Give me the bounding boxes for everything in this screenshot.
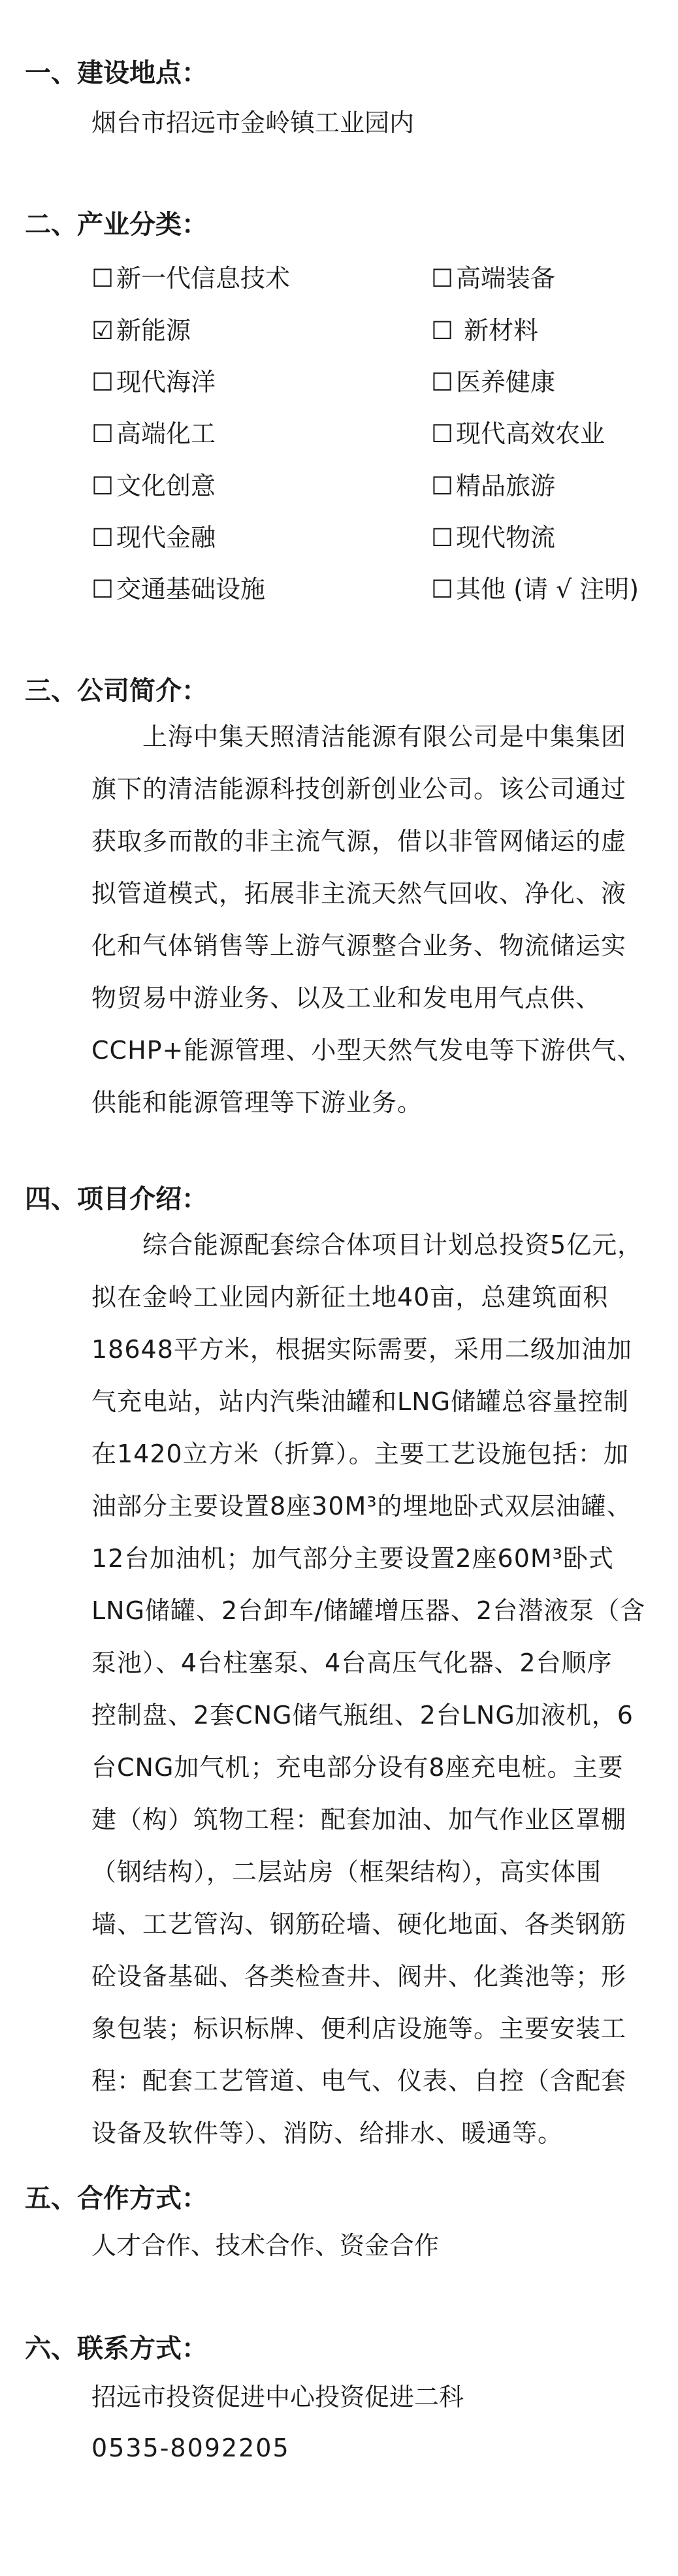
section-title-contact: 六、联系方式：: [25, 2334, 208, 2364]
category-item[interactable]: [431, 312, 538, 349]
checkbox-icon[interactable]: ☐: [91, 575, 114, 604]
paragraph-line: 18648平方米，根据实际需要，采用二级加油加: [91, 1335, 632, 1364]
paragraph-line: 供能和能源管理等下游业务。: [91, 1088, 423, 1117]
checkbox-icon[interactable]: ☐: [431, 316, 454, 345]
paragraph-line: 在1420立方米（折算）。主要工艺设施包括：加: [91, 1440, 629, 1468]
paragraph-line: （钢结构），二层站房（框架结构），高实体围: [91, 1858, 602, 1886]
checkbox-icon[interactable]: ☐: [91, 264, 114, 293]
paragraph-line: 综合能源配套综合体项目计划总投资5亿元，: [142, 1231, 643, 1259]
paragraph-line: 化和气体销售等上游气源整合业务、物流储运实: [91, 931, 627, 960]
checkbox-icon[interactable]: ☐: [431, 419, 454, 448]
paragraph-line: 旗下的清洁能源科技创新创业公司。该公司通过: [91, 775, 627, 803]
checkbox-icon[interactable]: ☐: [91, 523, 114, 552]
paragraph-line: 台CNG加气机；充电部分设有8座充电桩。主要: [91, 1753, 624, 1782]
category-label: 交通基础设施: [116, 575, 266, 604]
checkbox-icon[interactable]: ☐: [431, 575, 454, 604]
category-label: 新能源: [116, 316, 191, 345]
category-item[interactable]: [431, 468, 555, 504]
category-item[interactable]: [91, 312, 191, 349]
checkbox-icon[interactable]: ☐: [431, 472, 454, 500]
category-item[interactable]: [431, 571, 639, 607]
paragraph-line: 拟在金岭工业园内新征土地40亩，总建筑面积: [91, 1283, 609, 1312]
category-item[interactable]: [91, 519, 216, 556]
contact-phone[interactable]: 0535-8092205: [91, 2434, 290, 2462]
section-title-industry: 二、产业分类：: [25, 210, 208, 240]
paragraph-line: 获取多而散的非主流气源，借以非管网储运的虚: [91, 827, 627, 856]
paragraph-line: 程：配套工艺管道、电气、仪表、自控（含配套: [91, 2067, 627, 2095]
location-value: 烟台市招远市金岭镇工业园内: [91, 108, 415, 137]
category-label: 高端化工: [116, 419, 216, 448]
cooperation-value: 人才合作、技术合作、资金合作: [91, 2231, 440, 2260]
paragraph-line: 12台加油机；加气部分主要设置2座60M³卧式: [91, 1544, 614, 1573]
category-label: 精品旅游: [456, 472, 556, 500]
checkbox-checked-icon[interactable]: ☑: [91, 316, 114, 345]
paragraph-line: 物贸易中游业务、以及工业和发电用气点供、: [91, 984, 602, 1012]
checkbox-icon[interactable]: ☐: [431, 523, 454, 552]
category-label: 高端装备: [456, 264, 556, 293]
category-label: 医养健康: [456, 368, 556, 396]
paragraph-line: 象包装；标识标牌、便利店设施等。主要安装工: [91, 2014, 627, 2043]
paragraph-line: CCHP+能源管理、小型天然气发电等下游供气、: [91, 1036, 643, 1065]
checkbox-icon[interactable]: ☐: [91, 419, 114, 448]
paragraph-line: 砼设备基础、各类检查井、阀井、化粪池等；形: [91, 1962, 627, 1991]
checkbox-icon[interactable]: ☐: [91, 368, 114, 396]
paragraph-line: 上海中集天照清洁能源有限公司是中集集团: [142, 722, 627, 751]
paragraph-line: 设备及软件等）、消防、给排水、暖通等。: [91, 2119, 564, 2148]
checkbox-icon[interactable]: ☐: [91, 472, 114, 500]
paragraph-line: 控制盘、2套CNG储气瓶组、2台LNG加液机，6: [91, 1701, 634, 1730]
category-label: 新一代信息技术: [116, 264, 291, 293]
category-item[interactable]: [431, 364, 555, 400]
company-description: [91, 711, 663, 1129]
contact-organization: 招远市投资促进中心投资促进二科: [91, 2383, 464, 2411]
category-item[interactable]: [91, 364, 216, 400]
category-item[interactable]: [431, 519, 555, 556]
section-title-cooperation: 五、合作方式：: [25, 2183, 208, 2214]
paragraph-line: 建（构）筑物工程：配套加油、加气作业区罩棚: [91, 1805, 627, 1834]
checkbox-icon[interactable]: ☐: [431, 264, 454, 293]
paragraph-line: 拟管道模式，拓展非主流天然气回收、净化、液: [91, 879, 627, 908]
category-item[interactable]: [91, 571, 265, 607]
category-item[interactable]: [431, 260, 555, 297]
category-label: 现代金融: [116, 523, 216, 552]
section-title-project: 四、项目介绍：: [25, 1184, 208, 1214]
category-label: 现代物流: [456, 523, 556, 552]
category-label: 现代海洋: [116, 368, 216, 396]
category-item[interactable]: [91, 468, 216, 504]
project-description: [91, 1219, 663, 2159]
category-label: 现代高效农业: [456, 419, 605, 448]
paragraph-line: 墙、工艺管沟、钢筋砼墙、硬化地面、各类钢筋: [91, 1910, 627, 1939]
checkbox-icon[interactable]: ☐: [431, 368, 454, 396]
category-label: 新材料: [456, 316, 539, 345]
paragraph-line: LNG储罐、2台卸车/储罐增压器、2台潜液泵（含: [91, 1596, 646, 1625]
paragraph-line: 油部分主要设置8座30M³的埋地卧式双层油罐、: [91, 1492, 632, 1521]
paragraph-line: 泵池）、4台柱塞泵、4台高压气化器、2台顺序: [91, 1649, 613, 1677]
section-title-location: 一、建设地点：: [25, 58, 208, 88]
category-label: 文化创意: [116, 472, 216, 500]
paragraph-line: 气充电站，站内汽柴油罐和LNG储罐总容量控制: [91, 1387, 630, 1416]
section-title-company: 三、公司简介：: [25, 676, 208, 706]
category-item[interactable]: [91, 415, 216, 452]
category-item[interactable]: [91, 260, 290, 297]
category-item[interactable]: [431, 415, 605, 452]
category-label: 其他 (请 √ 注明): [456, 575, 639, 604]
